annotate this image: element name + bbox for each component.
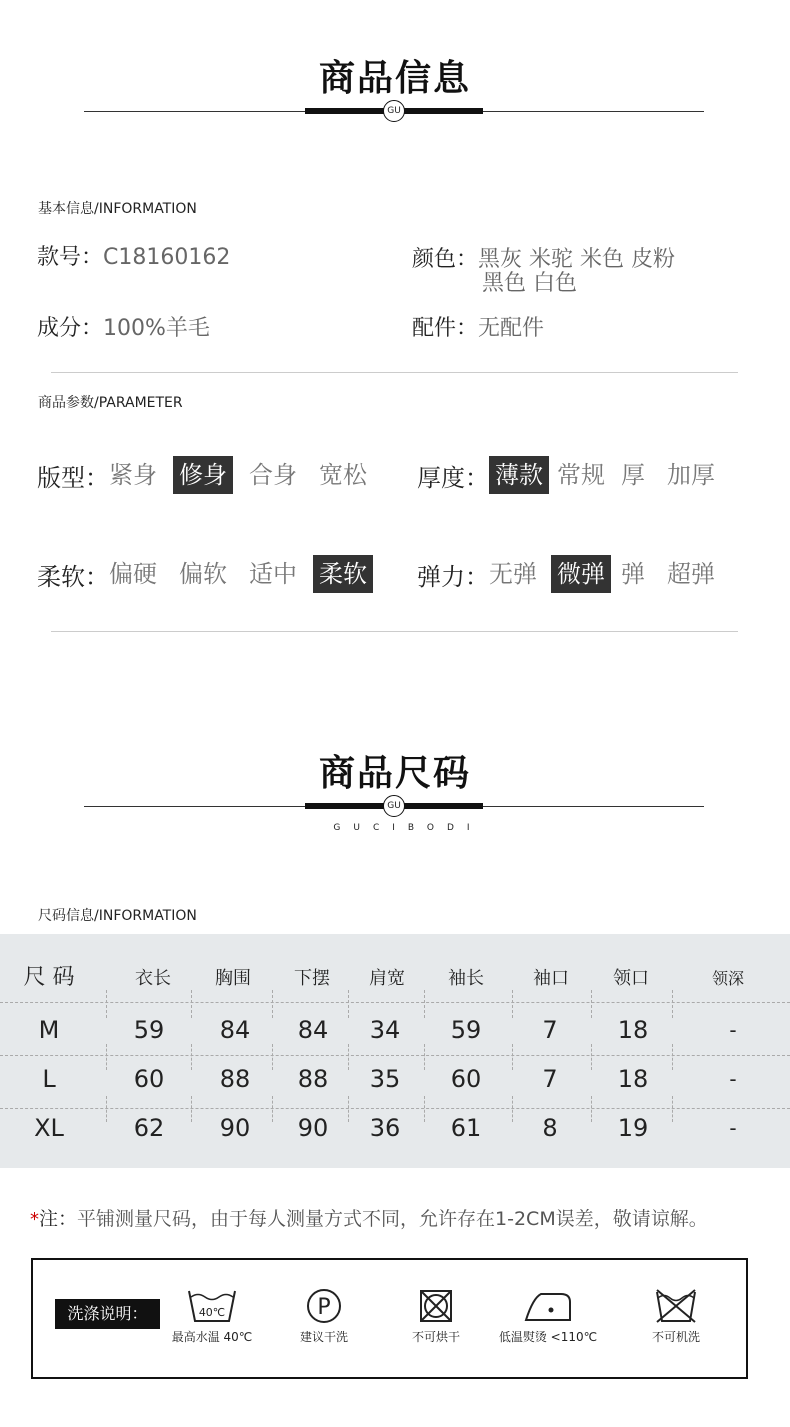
table-cell: 88 — [219, 1065, 251, 1093]
note-asterisk: * — [30, 1209, 39, 1230]
softness-option: 适中 — [249, 560, 297, 588]
iron-low-icon — [523, 1288, 573, 1324]
care-title: 洗涤说明： — [55, 1299, 160, 1329]
table-cell: 90 — [219, 1114, 251, 1142]
table-cell: 19 — [617, 1114, 649, 1142]
col-divider — [106, 1096, 107, 1122]
softness-option: 偏软 — [179, 560, 227, 588]
care-item-iron — [493, 1288, 603, 1345]
param-thickness — [417, 456, 721, 494]
table-cell: - — [729, 1018, 737, 1042]
col-divider — [591, 1096, 592, 1122]
table-cell: 60 — [450, 1065, 482, 1093]
size-cell: M — [38, 1016, 60, 1044]
table-cell: 84 — [297, 1016, 329, 1044]
size-info-heading: 尺码信息/INFORMATION — [38, 908, 197, 924]
section-title-product-info: 商品信息 — [318, 57, 471, 99]
thickness-option-selected: 薄款 — [489, 456, 549, 494]
col-divider — [191, 1044, 192, 1070]
elasticity-label: 弹力： — [417, 562, 489, 591]
thickness-option: 常规 — [557, 461, 605, 489]
table-cell: 35 — [369, 1065, 401, 1093]
color-value-line2: 黑色 白色 — [482, 271, 577, 296]
table-cell: 34 — [369, 1016, 401, 1044]
fit-option-selected: 修身 — [173, 456, 233, 494]
col-divider — [672, 990, 673, 1018]
svg-text:40℃: 40℃ — [198, 1306, 226, 1319]
material-label: 成分： — [37, 316, 104, 341]
dry-clean-p-icon — [306, 1288, 342, 1324]
accessory-value: 无配件 — [478, 316, 545, 341]
no-machine-wash-icon — [654, 1288, 698, 1324]
table-cell: 18 — [617, 1016, 649, 1044]
brand-logo-icon: GU — [383, 795, 405, 817]
care-label: 不可烘干 — [411, 1330, 460, 1344]
note-text: 平铺测量尺码，由于每人测量方式不同，允许存在1-2CM误差，敬请谅解。 — [77, 1208, 708, 1230]
basic-info-heading: 基本信息/INFORMATION — [38, 201, 197, 217]
no-tumble-dry-icon — [418, 1288, 454, 1324]
fit-option: 紧身 — [109, 461, 157, 489]
size-cell: XL — [34, 1114, 64, 1142]
table-header-size: 尺 码 — [23, 965, 75, 990]
elasticity-option: 弹 — [621, 560, 645, 588]
col-divider — [591, 990, 592, 1018]
softness-option-selected: 柔软 — [313, 555, 373, 593]
table-cell: 84 — [219, 1016, 251, 1044]
table-header: 领口 — [613, 968, 649, 989]
fit-option: 宽松 — [319, 461, 367, 489]
material-value: 100%羊毛 — [103, 316, 210, 341]
thickness-option: 加厚 — [667, 461, 715, 489]
thickness-option: 厚 — [621, 461, 645, 489]
table-header: 下摆 — [294, 968, 330, 989]
softness-option: 偏硬 — [109, 560, 157, 588]
param-elasticity — [417, 555, 721, 593]
fit-option: 合身 — [249, 461, 297, 489]
style-number — [37, 240, 230, 271]
brand-logo-icon: GU — [383, 100, 405, 122]
table-cell: 7 — [542, 1065, 558, 1093]
table-cell: 7 — [542, 1016, 558, 1044]
table-header: 袖口 — [533, 968, 569, 989]
care-label: 建议干洗 — [299, 1330, 348, 1344]
col-divider — [191, 1096, 192, 1122]
table-cell: 60 — [133, 1065, 165, 1093]
care-label: 最高水温 40℃ — [171, 1330, 253, 1344]
size-table — [0, 934, 790, 1168]
care-label: 不可机洗 — [651, 1330, 700, 1344]
col-divider — [591, 1044, 592, 1070]
col-divider — [348, 990, 349, 1018]
wash-basin-icon — [187, 1288, 237, 1324]
col-divider — [106, 1044, 107, 1070]
col-divider — [424, 990, 425, 1018]
table-header: 衣长 — [135, 968, 171, 989]
care-instructions — [31, 1258, 748, 1379]
table-cell: 18 — [617, 1065, 649, 1093]
elasticity-option-selected: 微弹 — [551, 555, 611, 593]
care-item-wash — [157, 1288, 267, 1345]
param-softness — [37, 555, 373, 593]
divider — [51, 372, 738, 373]
elasticity-option: 超弹 — [667, 560, 715, 588]
table-cell: - — [729, 1116, 737, 1140]
params-heading: 商品参数/PARAMETER — [38, 395, 183, 411]
col-divider — [512, 990, 513, 1018]
style-label: 款号： — [37, 245, 104, 270]
col-divider — [272, 990, 273, 1018]
param-fit — [37, 456, 373, 494]
elasticity-option: 无弹 — [489, 560, 537, 588]
fit-label: 版型： — [37, 463, 109, 492]
svg-text:P: P — [317, 1295, 331, 1320]
col-divider — [106, 990, 107, 1018]
color-label: 颜色： — [412, 247, 479, 272]
style-value: C18160162 — [103, 245, 231, 270]
table-header: 领深 — [711, 969, 744, 988]
table-header: 袖长 — [448, 968, 484, 989]
table-cell: 61 — [450, 1114, 482, 1142]
thickness-label: 厚度： — [417, 463, 489, 492]
care-item-no-machine-wash — [621, 1288, 731, 1345]
brand-name: GUCIBODI — [333, 823, 483, 833]
table-header: 胸围 — [215, 968, 251, 989]
divider — [51, 631, 738, 632]
note-label: 注： — [39, 1208, 78, 1230]
measurement-note — [30, 1204, 708, 1231]
section-title-size: 商品尺码 — [318, 752, 471, 794]
col-divider — [191, 990, 192, 1018]
color-value: 黑灰 米驼 米色 皮粉 — [478, 247, 675, 272]
care-item-dryclean — [269, 1288, 379, 1345]
table-cell: 88 — [297, 1065, 329, 1093]
table-cell: 62 — [133, 1114, 165, 1142]
table-cell: 36 — [369, 1114, 401, 1142]
table-cell: 8 — [542, 1114, 558, 1142]
table-cell: 90 — [297, 1114, 329, 1142]
table-cell: 59 — [450, 1016, 482, 1044]
accessory-label: 配件： — [412, 316, 479, 341]
softness-label: 柔软： — [37, 562, 109, 591]
size-cell: L — [42, 1065, 56, 1093]
material — [37, 311, 210, 342]
table-cell: - — [729, 1067, 737, 1091]
care-label: 低温熨烫 <110℃ — [498, 1330, 598, 1344]
care-item-no-tumble — [381, 1288, 491, 1345]
accessories — [412, 311, 544, 342]
table-cell: 59 — [133, 1016, 165, 1044]
table-header: 肩宽 — [369, 968, 405, 989]
